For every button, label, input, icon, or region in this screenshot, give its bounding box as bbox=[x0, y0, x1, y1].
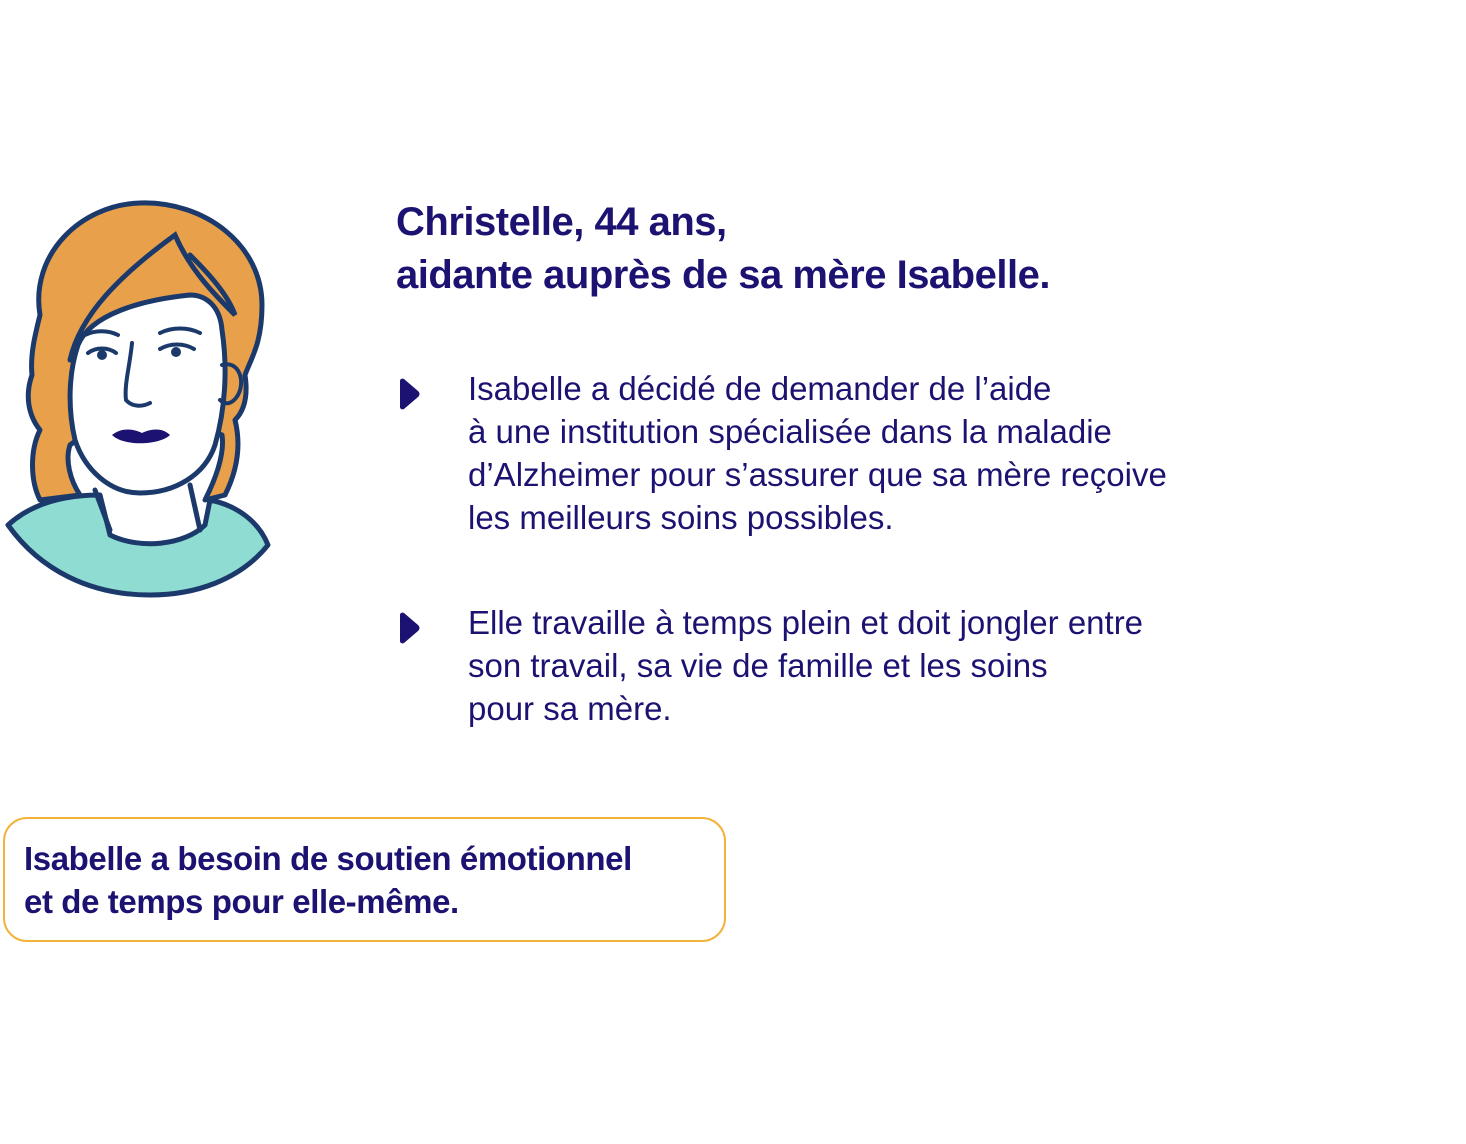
page-title bbox=[396, 196, 1050, 302]
portrait-illustration bbox=[0, 195, 280, 600]
face-shape bbox=[70, 295, 225, 493]
bullet-text bbox=[468, 601, 1143, 730]
callout-box bbox=[3, 817, 726, 942]
shirt-shape bbox=[8, 495, 268, 595]
woman-portrait-icon bbox=[0, 195, 280, 600]
bullet-line: Isabelle a décidé de demander de l’aide bbox=[468, 370, 1052, 407]
bullet-line: pour sa mère. bbox=[468, 690, 672, 727]
play-arrow-icon bbox=[396, 611, 422, 645]
bullet-line: Elle travaille à temps plein et doit jongler entre bbox=[468, 604, 1144, 641]
play-arrow-icon bbox=[396, 377, 422, 411]
callout-text bbox=[24, 837, 632, 923]
neck-line-right bbox=[190, 485, 200, 530]
title-line-2: aidante auprès de sa mère Isabelle. bbox=[396, 253, 1050, 297]
bullet-text bbox=[468, 367, 1167, 539]
bullet-line: les meilleurs soins possibles. bbox=[468, 499, 894, 536]
bullet-line: d’Alzheimer pour s’assurer que sa mère reçoive bbox=[468, 456, 1167, 493]
callout-line-1: Isabelle a besoin de soutien émotionnel bbox=[24, 840, 632, 877]
callout-line-2: et de temps pour elle-même. bbox=[24, 883, 459, 920]
bullet-line: son travail, sa vie de famille et les soins bbox=[468, 647, 1048, 684]
bullet-line: à une institution spécialisée dans la maladie bbox=[468, 413, 1112, 450]
title-line-1: Christelle, 44 ans, bbox=[396, 200, 727, 244]
